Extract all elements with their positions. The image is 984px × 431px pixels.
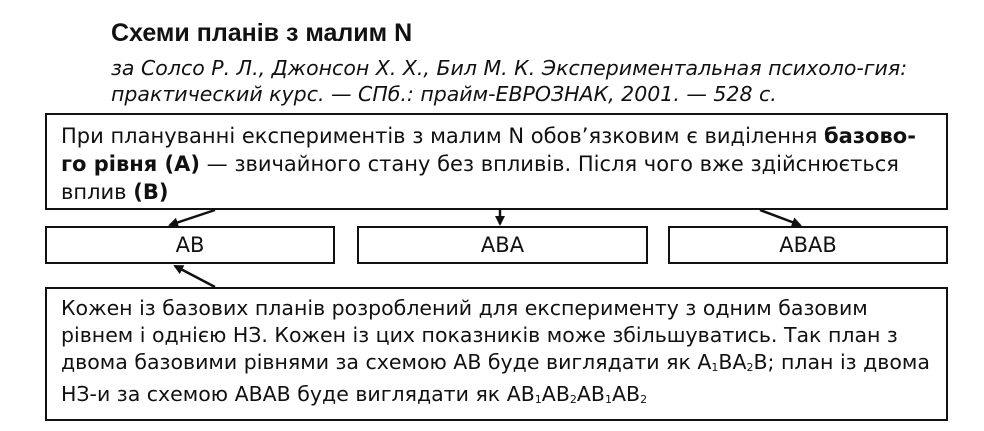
plan-box-abab: АВАВ bbox=[668, 226, 948, 264]
bottom-description-box bbox=[45, 287, 948, 421]
formula2-part-b: АВ bbox=[541, 382, 570, 406]
plan-box-aba: АВА bbox=[357, 226, 648, 264]
formula1-part-b: ВА bbox=[718, 350, 747, 374]
arrow-bottom-to-ab bbox=[175, 266, 215, 287]
source-citation: за Солсо Р. Л., Джонсон Х. Х., Бил М. К. Экспериментальная психоло-гия: практический курс. — СПб.: прайм-ЕВРОЗНАК, 2001. — 528 с. bbox=[111, 56, 908, 106]
top-description-text bbox=[61, 122, 932, 206]
formula-ab-two-baselines bbox=[697, 350, 767, 374]
bottom-text-mid: ; план із двома НЗ-и за схемою АВАВ буде виглядати як bbox=[61, 350, 930, 406]
top-text-part1: При плануванні експериментів з малим N обов’язковим є виділення bbox=[61, 124, 825, 148]
formula2-part-a: АВ bbox=[506, 382, 535, 406]
top-bold-part2: (В) bbox=[133, 180, 169, 204]
bottom-description-text bbox=[61, 295, 932, 413]
formula2-sub-4: 2 bbox=[640, 393, 648, 406]
formula1-part-a: А bbox=[697, 350, 712, 374]
top-bold-part1: базово-го рівня (А) bbox=[61, 124, 916, 176]
formula1-part-c: В bbox=[753, 350, 768, 374]
formula-abab-two-iv bbox=[507, 382, 647, 406]
top-text-part2: — звичайного стану без впливів. Після чого вже здійснюється вплив bbox=[61, 152, 899, 204]
arrow-top-to-abab bbox=[760, 210, 800, 225]
page-title: Схеми планів з малим N bbox=[111, 19, 413, 47]
formula2-part-c: АВ bbox=[576, 382, 605, 406]
arrow-top-to-ab bbox=[170, 210, 215, 225]
formula2-sub-2: 2 bbox=[569, 393, 577, 406]
formula1-sub-1: 1 bbox=[711, 361, 719, 374]
plan-box-ab: АВ bbox=[45, 226, 335, 264]
formula2-sub-1: 1 bbox=[534, 393, 542, 406]
bottom-text-intro: Кожен із базових планів розроблений для експерименту з одним базовим рівнем і однією НЗ. Кожен із цих показників може збільшуватись. Так план з двома базовими рівнями за схемою АВ буде виглядати як bbox=[61, 296, 898, 374]
formula1-sub-2: 2 bbox=[746, 361, 754, 374]
formula2-sub-3: 1 bbox=[604, 393, 612, 406]
formula2-part-d: АВ bbox=[611, 382, 641, 406]
top-description-box bbox=[45, 113, 948, 210]
